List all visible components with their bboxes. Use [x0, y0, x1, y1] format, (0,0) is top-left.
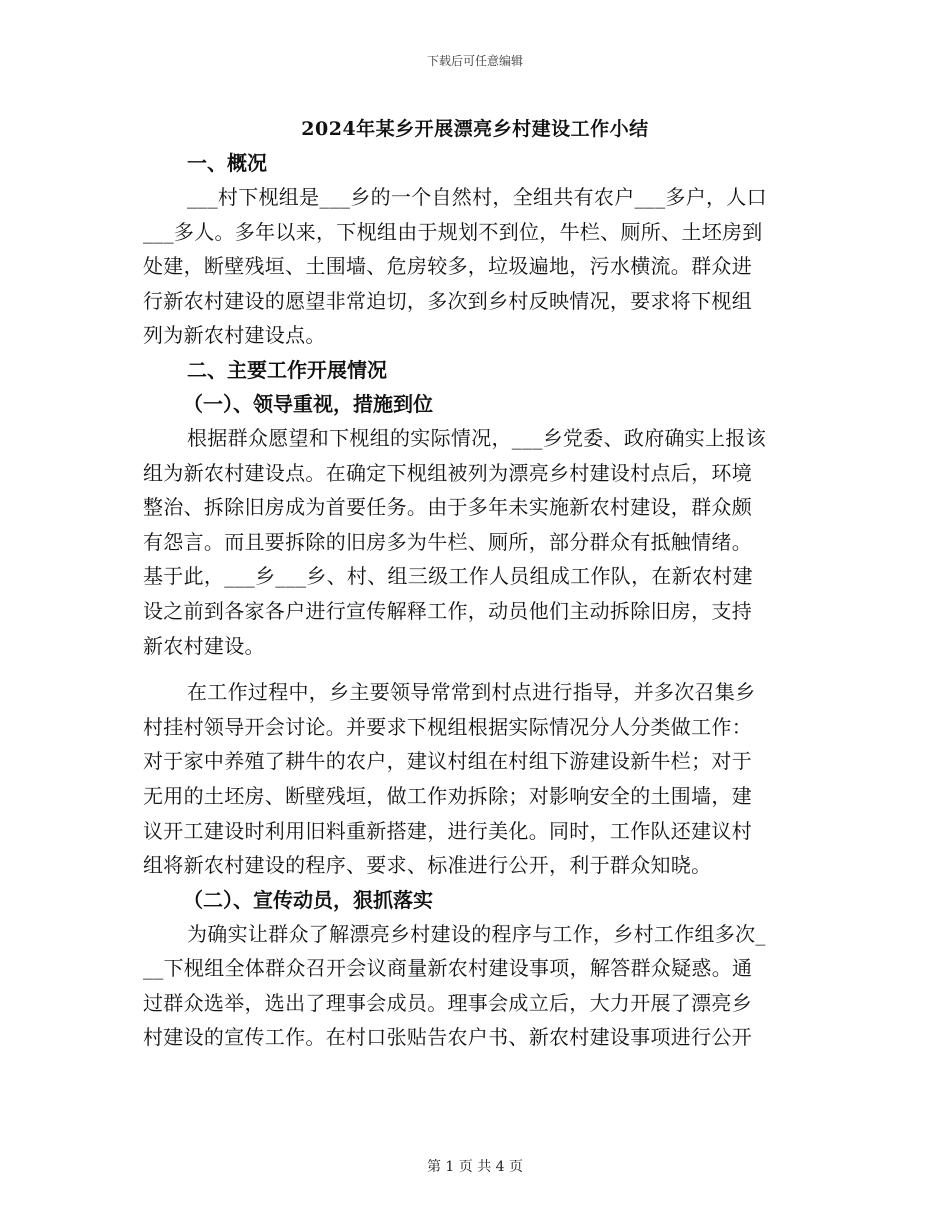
- text-line: 村建设的宣传工作。在村口张贴告农户书、新农村建设事项进行公开: [143, 1025, 752, 1050]
- section-heading-overview: 一、概况: [187, 151, 267, 175]
- text-line: 行新农村建设的愿望非常迫切，多次到乡村反映情况，要求将下枧组: [143, 288, 752, 313]
- text-line: 整治、拆除旧房成为首要任务。由于多年未实施新农村建设，群众颇: [143, 495, 752, 520]
- text-line: 列为新农村建设点。: [143, 323, 326, 348]
- text-line: 村挂村领导开会讨论。并要求下枧组根据实际情况分人分类做工作：: [143, 714, 752, 739]
- document-body: [143, 146, 808, 1055]
- text-line: 处建，断壁残垣、土围墙、危房较多，垃圾遍地，污水横流。群众进: [143, 254, 752, 279]
- text-line: 设之前到各家各户进行宣传解释工作，动员他们主动拆除旧房，支持: [143, 598, 752, 623]
- text-line: __下枧组全体群众召开会议商量新农村建设事项，解答群众疑惑。通: [143, 956, 753, 981]
- paragraph-publicity: [143, 917, 808, 1055]
- paragraph-leadership-1: [143, 421, 808, 663]
- paragraph-overview: [143, 180, 808, 353]
- document-title: 2024年某乡开展漂亮乡村建设工作小结: [301, 118, 649, 140]
- text-line: 无用的土坯房、断壁残垣，做工作劝拆除；对影响安全的土围墙，建: [143, 783, 752, 808]
- text-line: 组将新农村建设的程序、要求、标准进行公开，利于群众知晓。: [143, 853, 712, 878]
- page-footer: 第 1 页 共 4 页: [426, 1159, 524, 1175]
- header-note: 下载后可任意编辑: [426, 54, 523, 68]
- text-line: 组为新农村建设点。在确定下枧组被列为漂亮乡村建设村点后，环境: [143, 460, 752, 485]
- subsection-heading-leadership: （一）、领导重视，措施到位: [183, 391, 433, 416]
- text-line: ___村下枧组是___乡的一个自然村，全组共有农户___多户，人口: [187, 185, 767, 209]
- text-line: ___多人。多年以来，下枧组由于规划不到位，牛栏、厕所、土坯房到: [143, 219, 763, 244]
- subsection-heading-publicity: （二）、宣传动员，狠抓落实: [183, 887, 433, 912]
- section-heading-main-work: 二、主要工作开展情况: [187, 357, 387, 382]
- text-line: 根据群众愿望和下枧组的实际情况，___乡党委、政府确实上报该: [187, 425, 766, 450]
- text-line: 在工作过程中，乡主要领导常常到村点进行指导，并多次召集乡: [187, 680, 756, 705]
- paragraph-spacer: [143, 663, 808, 675]
- text-line: 基于此，___乡___乡、村、组三级工作人员组成工作队，在新农村建: [143, 564, 753, 589]
- text-line: 为确实让群众了解漂亮乡村建设的程序与工作，乡村工作组多次_: [187, 921, 766, 946]
- text-line: 议开工建设时利用旧料重新搭建，进行美化。同时，工作队还建议村: [143, 818, 752, 843]
- text-line: 对于家中养殖了耕牛的农户，建议村组在村组下游建设新牛栏；对于: [143, 749, 752, 774]
- text-line: 有怨言。而且要拆除的旧房多为牛栏、厕所，部分群众有抵触情绪。: [143, 529, 752, 554]
- paragraph-leadership-2: [143, 675, 808, 883]
- text-line: 过群众选举，选出了理事会成员。理事会成立后，大力开展了漂亮乡: [143, 990, 752, 1015]
- text-line: 新农村建设。: [143, 633, 265, 658]
